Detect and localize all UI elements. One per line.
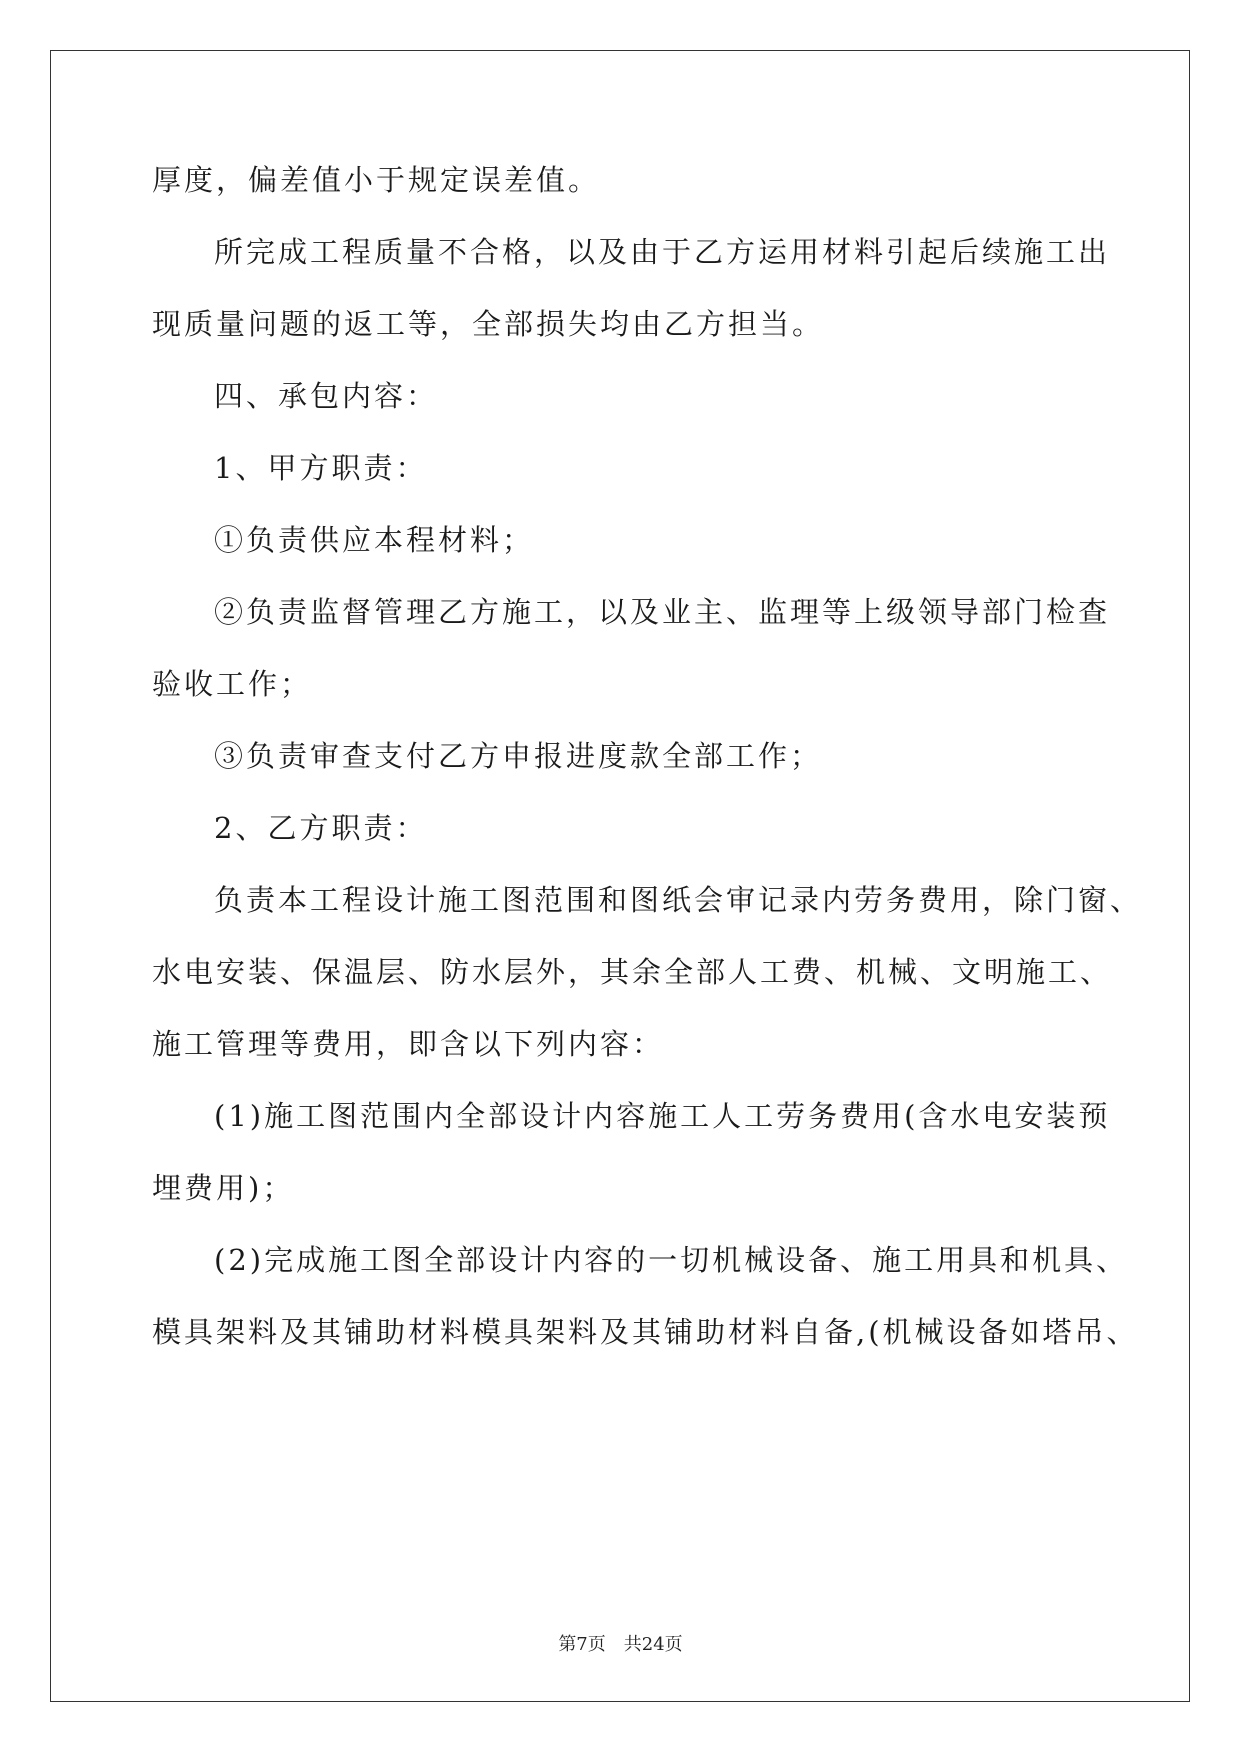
subheading-party-a: 1、甲方职责：	[214, 451, 428, 485]
list-item-1: ①负责供应本程材料；	[214, 523, 535, 557]
list-item-3: ③负责审查支付乙方申报进度款全部工作；	[214, 739, 823, 773]
subheading-party-b: 2、乙方职责：	[214, 811, 428, 845]
page-border	[50, 50, 1190, 1702]
text-line-3: 现质量问题的返工等，全部损失均由乙方担当。	[152, 307, 825, 341]
text-line-11: 负责本工程设计施工图范围和图纸会审记录内劳务费用，除门窗、	[214, 883, 1143, 917]
page-number-footer: 第7页 共24页	[558, 1634, 683, 1655]
text-line-12: 水电安装、保温层、防水层外，其余全部人工费、机械、文明施工、	[152, 955, 1113, 989]
numbered-item-1: (1)施工图范围内全部设计内容施工人工劳务费用(含水电安装预	[214, 1099, 1111, 1133]
numbered-item-2-cont: 模具架料及其铺助材料模具架料及其铺助材料自备,(机械设备如塔吊、	[152, 1315, 1139, 1349]
numbered-item-1-cont: 埋费用)；	[152, 1171, 295, 1205]
list-item-2-cont: 验收工作；	[152, 667, 313, 701]
text-line-1: 厚度，偏差值小于规定误差值。	[152, 163, 601, 197]
text-line-2: 所完成工程质量不合格，以及由于乙方运用材料引起后续施工出	[214, 235, 1111, 269]
numbered-item-2: (2)完成施工图全部设计内容的一切机械设备、施工用具和机具、	[214, 1243, 1129, 1277]
text-line-13: 施工管理等费用，即含以下列内容：	[152, 1027, 665, 1061]
section-heading-4: 四、承包内容：	[214, 379, 439, 413]
list-item-2: ②负责监督管理乙方施工，以及业主、监理等上级领导部门检查	[214, 595, 1111, 629]
